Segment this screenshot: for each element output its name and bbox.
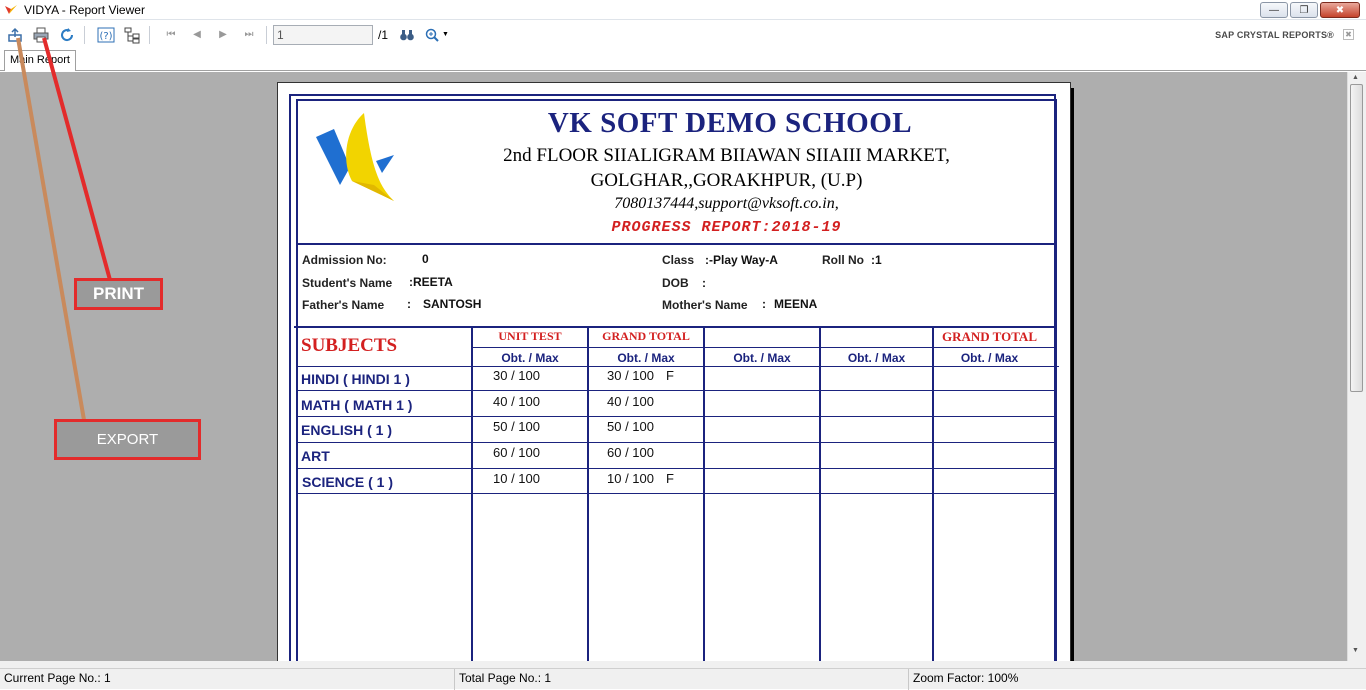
grand-total-header-2: GRAND TOTAL	[942, 329, 1037, 344]
father-name-sep: :	[407, 297, 411, 311]
fail-flag: F	[666, 368, 674, 383]
dob-value: :	[702, 276, 706, 290]
subject-name: ART	[301, 448, 330, 464]
unit-test-score: 50 / 100	[493, 419, 540, 434]
sap-crystal-brand: SAP CRYSTAL REPORTS®	[1215, 30, 1334, 40]
subjects-header: SUBJECTS	[301, 335, 398, 356]
previous-page-icon: ◀	[193, 29, 201, 40]
mother-name-value: MEENA	[774, 297, 818, 311]
subject-name: MATH ( MATH 1 )	[301, 397, 413, 413]
obt-max-header: Obt. / Max	[733, 351, 791, 365]
student-name-value: :REETA	[409, 275, 453, 289]
unit-test-score: 30 / 100	[493, 368, 540, 383]
school-name: VK SOFT DEMO SCHOOL	[547, 107, 913, 139]
admission-value: 0	[422, 252, 429, 266]
close-icon[interactable]: ✖	[1343, 29, 1354, 40]
obt-max-header: Obt. / Max	[847, 351, 906, 365]
first-page-icon: ⏮	[166, 29, 176, 40]
class-value: :-Play Way-A	[705, 253, 778, 267]
window-title: VIDYA - Report Viewer	[24, 2, 145, 17]
unit-test-score: 40 / 100	[493, 394, 540, 409]
obt-max-header: Obt. / Max	[960, 351, 1019, 365]
last-page-icon: ⏭	[244, 29, 254, 40]
school-address-line2: GOLGHAR,,GORAKHPUR, (U.P)	[590, 170, 863, 191]
obt-max-header: Obt. / Max	[501, 351, 559, 365]
subject-name: HINDI ( HINDI 1 )	[301, 371, 410, 387]
roll-label: Roll No	[822, 253, 864, 267]
subject-name: ENGLISH ( 1 )	[301, 422, 393, 438]
grand-total-score: 40 / 100	[607, 394, 654, 409]
total-page-status: Total Page No.: 1	[459, 671, 552, 685]
obt-max-header: Obt. / Max	[617, 351, 675, 365]
zoom-status: Zoom Factor: 100%	[913, 671, 1019, 685]
tab-main-report[interactable]: Main Report	[4, 50, 76, 71]
close-button[interactable]: ✖	[1320, 2, 1360, 18]
grand-total-score: 60 / 100	[607, 445, 654, 460]
scroll-down-icon[interactable]: ▼	[1352, 647, 1359, 654]
current-page-status: Current Page No.: 1	[4, 671, 111, 685]
admission-label: Admission No:	[302, 253, 387, 267]
grand-total-score: 30 / 100	[607, 368, 654, 383]
unit-test-score: 60 / 100	[493, 445, 540, 460]
scroll-up-icon[interactable]: ▲	[1352, 74, 1359, 81]
subject-name: SCIENCE ( 1 )	[302, 474, 394, 490]
restore-button[interactable]: ❐	[1290, 2, 1318, 18]
class-label: Class	[662, 253, 695, 267]
roll-value: :1	[871, 253, 882, 267]
grand-total-score: 50 / 100	[607, 419, 654, 434]
status-bar	[0, 668, 1366, 689]
report-title: PROGRESS REPORT:2018-19	[611, 219, 842, 236]
page-number-input[interactable]: 1	[273, 25, 373, 45]
grand-total-score: 10 / 100	[607, 471, 654, 486]
export-annotation-label: EXPORT	[54, 419, 201, 460]
minimize-button[interactable]: —	[1260, 2, 1288, 18]
status-divider	[908, 669, 909, 690]
svg-text:(?): (?)	[99, 30, 113, 42]
chevron-down-icon: ▼	[442, 31, 449, 38]
page-total: /1	[378, 27, 389, 42]
grand-total-header: GRAND TOTAL	[602, 329, 690, 343]
dob-label: DOB	[662, 276, 689, 290]
unit-test-header: UNIT TEST	[498, 329, 562, 343]
mother-name-sep: :	[762, 297, 766, 311]
fail-flag: F	[666, 471, 674, 486]
school-contact: 7080137444,support@vksoft.co.in,	[614, 195, 839, 212]
print-annotation-label: PRINT	[74, 278, 163, 310]
next-page-icon: ▶	[219, 29, 227, 40]
status-divider	[454, 669, 455, 690]
status-gap	[0, 661, 1366, 668]
student-name-label: Student's Name	[302, 276, 393, 290]
father-name-label: Father's Name	[302, 298, 385, 312]
unit-test-score: 10 / 100	[493, 471, 540, 486]
mother-name-label: Mother's Name	[662, 298, 748, 312]
school-address-line1: 2nd FLOOR SIIALIGRAM BIIAWAN SIIAIII MARKET,	[503, 145, 950, 166]
father-name-value: SANTOSH	[423, 297, 482, 311]
